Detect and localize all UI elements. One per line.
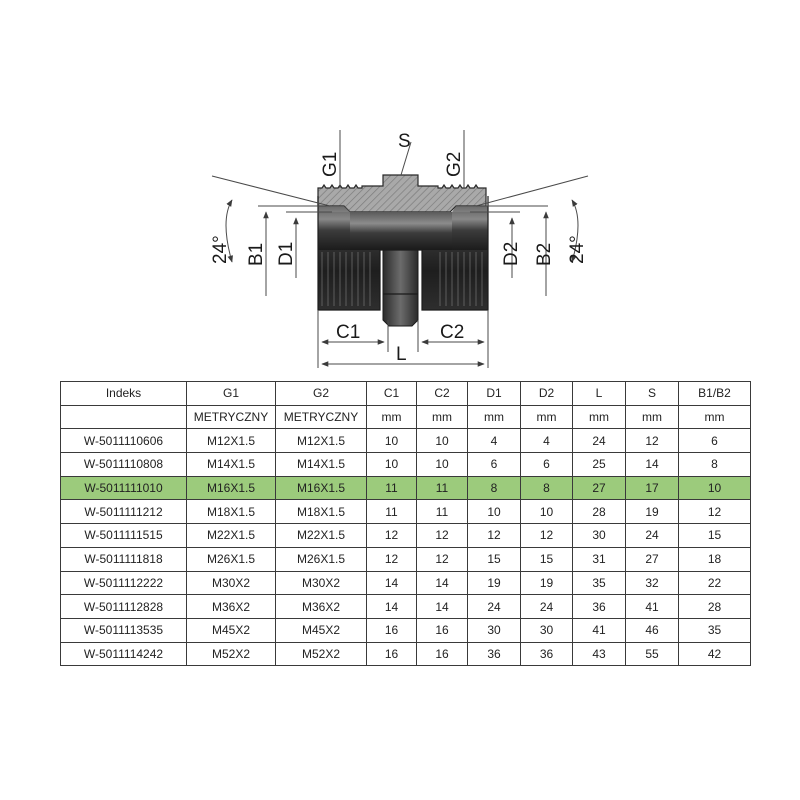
table-row: [61, 642, 751, 666]
unit-cell: mm: [573, 405, 626, 429]
unit-cell: mm: [521, 405, 573, 429]
table-cell: 55: [626, 642, 679, 666]
table-cell: 11: [417, 476, 468, 500]
header-row: [61, 382, 751, 406]
table-cell: 6: [468, 453, 521, 477]
table-cell: 12: [367, 524, 417, 548]
table-cell: 16: [367, 618, 417, 642]
table-cell: 42: [679, 642, 751, 666]
table-cell: M36X2: [187, 595, 276, 619]
table-cell: 8: [679, 453, 751, 477]
header-cell: Indeks: [61, 382, 187, 406]
table-body: [61, 429, 751, 666]
technical-drawing: [0, 0, 800, 380]
header-cell: D1: [468, 382, 521, 406]
table-cell: 16: [417, 642, 468, 666]
table-cell: M36X2: [276, 595, 367, 619]
table-cell: W-5011112828: [61, 595, 187, 619]
table-cell: 12: [417, 547, 468, 571]
left-cone: [318, 206, 350, 250]
table-cell: 6: [521, 453, 573, 477]
table-cell: 36: [468, 642, 521, 666]
table-cell: W-5011111212: [61, 500, 187, 524]
table-cell: M26X1.5: [187, 547, 276, 571]
table-cell: M22X1.5: [276, 524, 367, 548]
table-cell: 35: [573, 571, 626, 595]
header-cell: S: [626, 382, 679, 406]
table-cell: 27: [573, 476, 626, 500]
table-cell: 16: [417, 618, 468, 642]
table-cell: 12: [521, 524, 573, 548]
table-cell: W-5011113535: [61, 618, 187, 642]
label-d2: D2: [501, 241, 522, 266]
table-cell: 4: [521, 429, 573, 453]
table-row: [61, 476, 751, 500]
table-cell: 15: [468, 547, 521, 571]
table-cell: 46: [626, 618, 679, 642]
hex-nut: [383, 250, 418, 326]
table-cell: 24: [468, 595, 521, 619]
table-cell: 14: [417, 595, 468, 619]
header-cell: C1: [367, 382, 417, 406]
table-cell: 15: [521, 547, 573, 571]
label-g2: G2: [444, 151, 465, 177]
header-cell: G2: [276, 382, 367, 406]
table-cell: 30: [468, 618, 521, 642]
table-cell: M30X2: [276, 571, 367, 595]
table-cell: 12: [417, 524, 468, 548]
unit-cell: mm: [367, 405, 417, 429]
table-cell: 35: [679, 618, 751, 642]
table-cell: 16: [367, 642, 417, 666]
table-cell: W-5011111515: [61, 524, 187, 548]
table-cell: 24: [626, 524, 679, 548]
label-s: S: [398, 131, 411, 152]
table-row: [61, 500, 751, 524]
table-row: [61, 429, 751, 453]
table-cell: W-5011111818: [61, 547, 187, 571]
table-cell: 32: [626, 571, 679, 595]
table-row: [61, 453, 751, 477]
table-cell: 11: [417, 500, 468, 524]
table-cell: M26X1.5: [276, 547, 367, 571]
table-cell: 6: [679, 429, 751, 453]
table-cell: 11: [367, 500, 417, 524]
table-cell: 36: [573, 595, 626, 619]
table-cell: 22: [679, 571, 751, 595]
table-cell: 19: [626, 500, 679, 524]
unit-cell: mm: [417, 405, 468, 429]
table-cell: 10: [417, 429, 468, 453]
table-cell: M16X1.5: [187, 476, 276, 500]
table-cell: 10: [417, 453, 468, 477]
unit-cell: METRYCZNY: [276, 405, 367, 429]
central-bore: [350, 212, 452, 250]
table-cell: M52X2: [187, 642, 276, 666]
table-cell: M18X1.5: [187, 500, 276, 524]
table-cell: W-5011110808: [61, 453, 187, 477]
table-cell: 24: [521, 595, 573, 619]
table-cell: M12X1.5: [276, 429, 367, 453]
table-cell: 30: [573, 524, 626, 548]
table-cell: 12: [367, 547, 417, 571]
table-row: [61, 571, 751, 595]
table-cell: 19: [521, 571, 573, 595]
label-angle-left: 24°: [210, 235, 231, 264]
table-cell: 28: [679, 595, 751, 619]
table-cell: 8: [521, 476, 573, 500]
table-cell: 4: [468, 429, 521, 453]
table-cell: M45X2: [187, 618, 276, 642]
table-cell: 12: [679, 500, 751, 524]
table-cell: M22X1.5: [187, 524, 276, 548]
label-c2: C2: [440, 322, 465, 343]
table-row: [61, 595, 751, 619]
unit-cell: mm: [679, 405, 751, 429]
unit-cell: [61, 405, 187, 429]
table-cell: 41: [573, 618, 626, 642]
table-cell: M14X1.5: [187, 453, 276, 477]
label-b2: B2: [534, 242, 555, 266]
table-cell: M30X2: [187, 571, 276, 595]
table-cell: 28: [573, 500, 626, 524]
table-cell: 10: [679, 476, 751, 500]
table-cell: 11: [367, 476, 417, 500]
table-cell: 12: [626, 429, 679, 453]
table-row: [61, 618, 751, 642]
header-cell: D2: [521, 382, 573, 406]
table-cell: W-5011110606: [61, 429, 187, 453]
table-cell: 43: [573, 642, 626, 666]
table-cell: 10: [367, 429, 417, 453]
header-cell: C2: [417, 382, 468, 406]
table-cell: 30: [521, 618, 573, 642]
table-cell: M14X1.5: [276, 453, 367, 477]
table-cell: M12X1.5: [187, 429, 276, 453]
table-cell: 31: [573, 547, 626, 571]
table-cell: 14: [417, 571, 468, 595]
right-cone: [452, 206, 488, 250]
table-cell: 19: [468, 571, 521, 595]
table-cell: 36: [521, 642, 573, 666]
table-cell: 14: [367, 595, 417, 619]
table-cell: M52X2: [276, 642, 367, 666]
unit-cell: mm: [468, 405, 521, 429]
table-cell: M45X2: [276, 618, 367, 642]
label-g1: G1: [320, 151, 341, 177]
table-cell: 27: [626, 547, 679, 571]
label-d1: D1: [276, 241, 297, 266]
table-cell: 24: [573, 429, 626, 453]
header-cell: L: [573, 382, 626, 406]
unit-cell: METRYCZNY: [187, 405, 276, 429]
table-cell: W-5011114242: [61, 642, 187, 666]
units-row: [61, 405, 751, 429]
label-l: L: [396, 344, 407, 365]
table-cell: 10: [521, 500, 573, 524]
table-cell: 8: [468, 476, 521, 500]
label-c1: C1: [336, 322, 361, 343]
table-cell: M16X1.5: [276, 476, 367, 500]
table-cell: 14: [367, 571, 417, 595]
table-cell: 15: [679, 524, 751, 548]
table-row: [61, 547, 751, 571]
label-b1: B1: [246, 242, 267, 266]
header-cell: B1/B2: [679, 382, 751, 406]
table-cell: 10: [367, 453, 417, 477]
table-cell: 41: [626, 595, 679, 619]
table-cell: 17: [626, 476, 679, 500]
table-cell: 25: [573, 453, 626, 477]
table-cell: 12: [468, 524, 521, 548]
table-cell: W-5011111010: [61, 476, 187, 500]
table-row: [61, 524, 751, 548]
table-cell: W-5011112222: [61, 571, 187, 595]
table-cell: 10: [468, 500, 521, 524]
spec-table: [60, 381, 751, 666]
label-angle-right: 24°: [567, 235, 588, 264]
table-cell: 14: [626, 453, 679, 477]
table-cell: 18: [679, 547, 751, 571]
table-cell: M18X1.5: [276, 500, 367, 524]
header-cell: G1: [187, 382, 276, 406]
unit-cell: mm: [626, 405, 679, 429]
